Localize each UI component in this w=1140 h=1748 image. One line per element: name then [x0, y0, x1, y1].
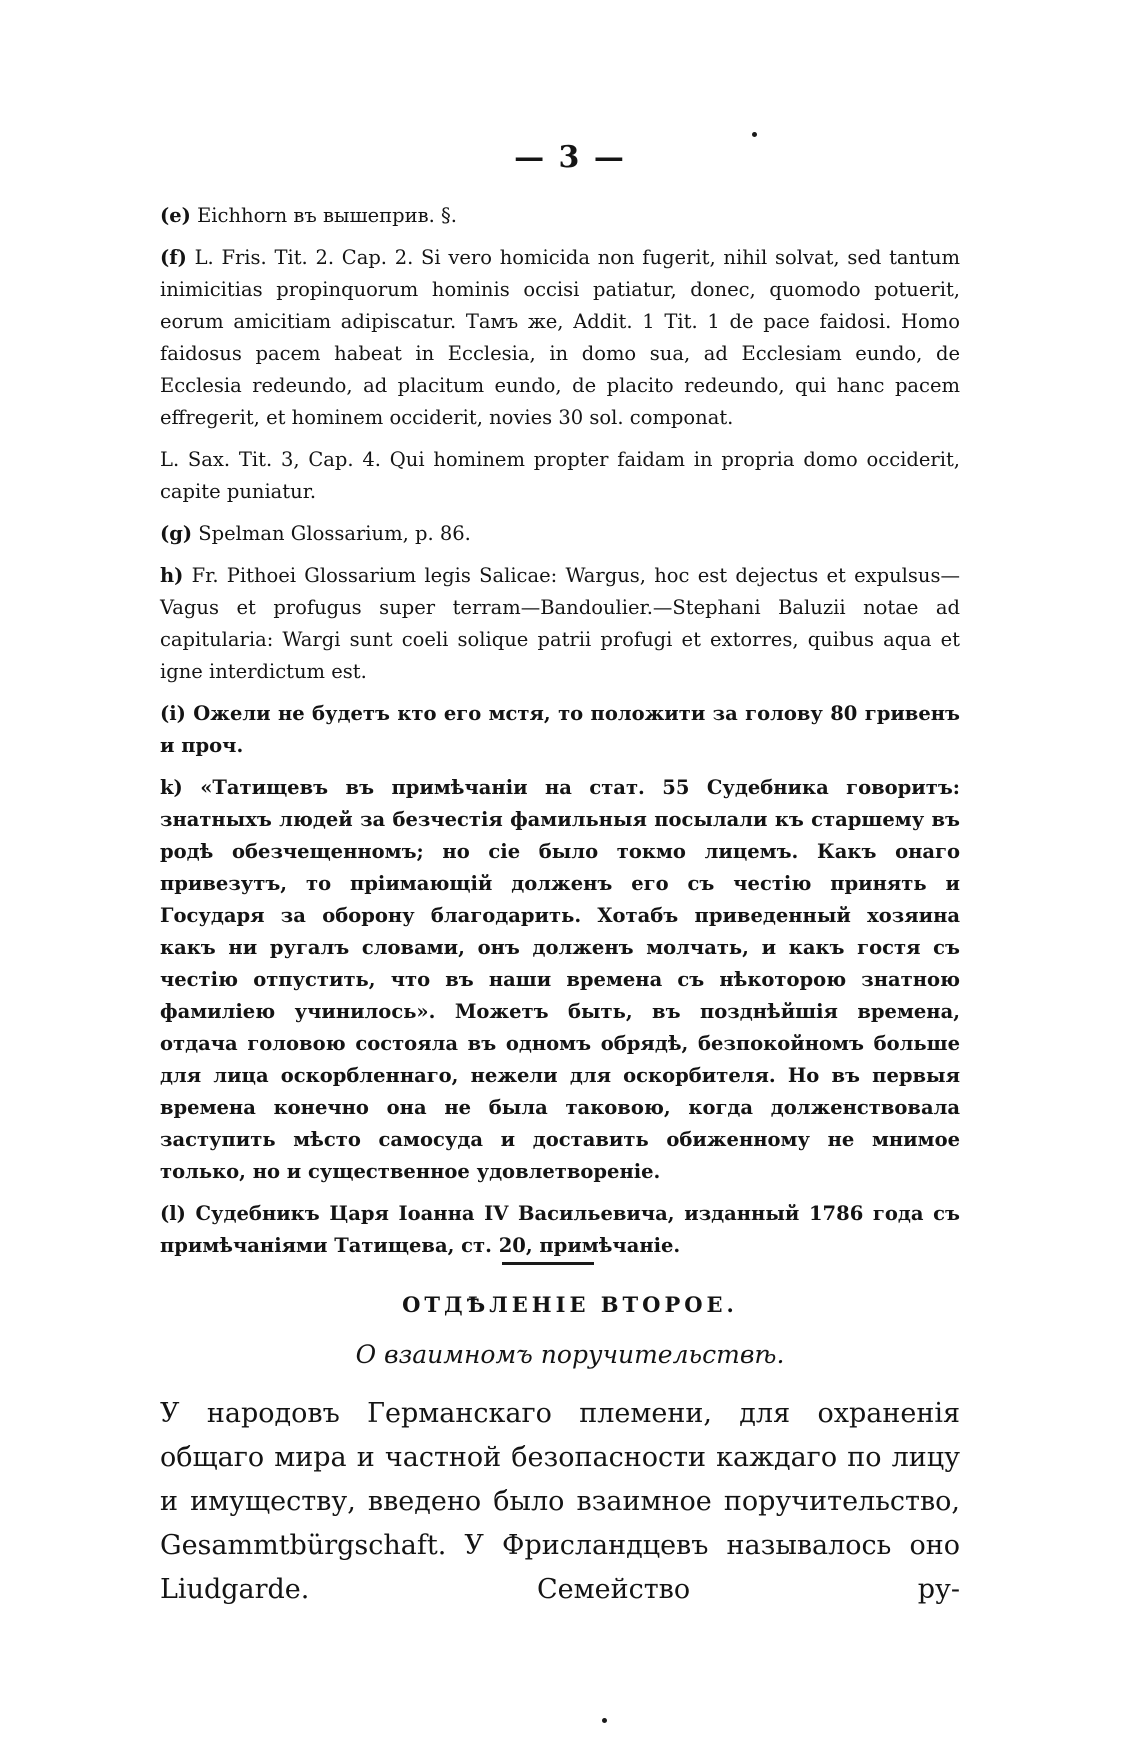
footnote-g: [160, 518, 960, 550]
footnote-i: [160, 698, 960, 762]
footnote-h: [160, 560, 960, 688]
section-divider: [502, 1262, 594, 1265]
footnote-l: [160, 1198, 960, 1262]
footnote-mark: (l): [160, 1202, 186, 1225]
footnote-text: L. Fris. Tit. 2. Cap. 2. Si vero homicida non fugerit, nihil solvat, sed tantum inimicitias propinquorum hominis occisi patiatur, donec, quomodo potuerit, eorum amicitiam adipiscatur. Тамъ же, Addit. 1 Tit. 1 de pace faidosi. Homo faidosus pacem habeat in Ecclesia, in domo sua, ad Ecclesiam eundo, de Ecclesia redeundo, ad placitum eundo, de placito redeundo, qui hanc pacem effregerit, et hominem occiderit, novies 30 sol. componat.: [160, 246, 960, 429]
body-paragraph: У народовъ Германскаго племени, для охраненія общаго мира и частной безопасности каждаго по лицу и имуществу, введено было взаимное поручительство, Gesammtbürgschaft. У Фрисландцевъ называлось оно Liudgarde. Семейство ру-: [160, 1398, 960, 1605]
footnote-mark: (i): [160, 702, 186, 725]
footnote-text: Судебникъ Царя Іоанна IV Васильевича, изданный 1786 года съ примѣчаніями Татищева, ст. 20, примѣчаніе.: [160, 1202, 960, 1257]
footnote-mark: (g): [160, 522, 193, 545]
print-speck: [752, 132, 757, 137]
section-subtitle: О взаимномъ поручительствѣ.: [355, 1340, 785, 1369]
page-number: — 3 —: [514, 140, 626, 175]
print-speck: [602, 1718, 607, 1723]
footnote-text: Eichhorn въ вышеприв. §.: [197, 204, 457, 227]
footnote-mark: h): [160, 564, 184, 587]
footnote-text: «Татищевъ въ примѣчаніи на стат. 55 Судебника говоритъ: знатныхъ людей за безчестія фамильныя посылали къ старшему въ родѣ обезчещенномъ; но сіе было токмо лицемъ. Какъ онаго привезутъ, то пріимающій долженъ его съ честію принять и Государя за оборону благодарить. Хотабъ приведенный хозяина какъ ни ругалъ словами, онъ долженъ молчать, и какъ гостя съ честію отпустить, что въ наши времена съ нѣкоторою знатною фамиліею учинилось». Можетъ быть, въ позднѣйшія времена, отдача головою состояла въ одномъ обрядѣ, безпокойномъ больше для лица оскорбленнаго, нежели для оскорбителя. Но въ первыя времена конечно она не была таковою, когда долженствовала заступить мѣсто самосуда и доставить обиженному не мнимое только, но и существенное удовлетвореніе.: [160, 776, 960, 1183]
footnote-text: Spelman Glossarium, p. 86.: [198, 522, 471, 545]
footnote-mark: k): [160, 776, 183, 799]
footnote-mark: (f): [160, 246, 187, 269]
footnote-f-continued: [160, 444, 960, 508]
footnote-mark: (e): [160, 204, 191, 227]
footnote-text: Ожели не будетъ кто его мстя, то положити за голову 80 гривенъ и проч.: [160, 702, 960, 757]
footnote-f: [160, 242, 960, 434]
footnote-text: Fr. Pithoei Glossarium legis Salicae: Wargus, hoc est dejectus et expulsus—Vagus et profugus super terram—Bandoulier.—Stephani Baluzii notae ad capitularia: Wargi sunt coeli solique patrii profugi et extorres, quibus aqua et igne interdictum est.: [160, 564, 960, 683]
footnote-e: [160, 200, 960, 232]
footnote-k: [160, 772, 960, 1188]
section-title: ОТДѢЛЕНІЕ ВТОРОЕ.: [402, 1292, 738, 1317]
footnotes: [160, 200, 960, 1272]
footnote-text: L. Sax. Tit. 3, Cap. 4. Qui hominem propter faidam in propria domo occiderit, capite puniatur.: [160, 448, 960, 503]
